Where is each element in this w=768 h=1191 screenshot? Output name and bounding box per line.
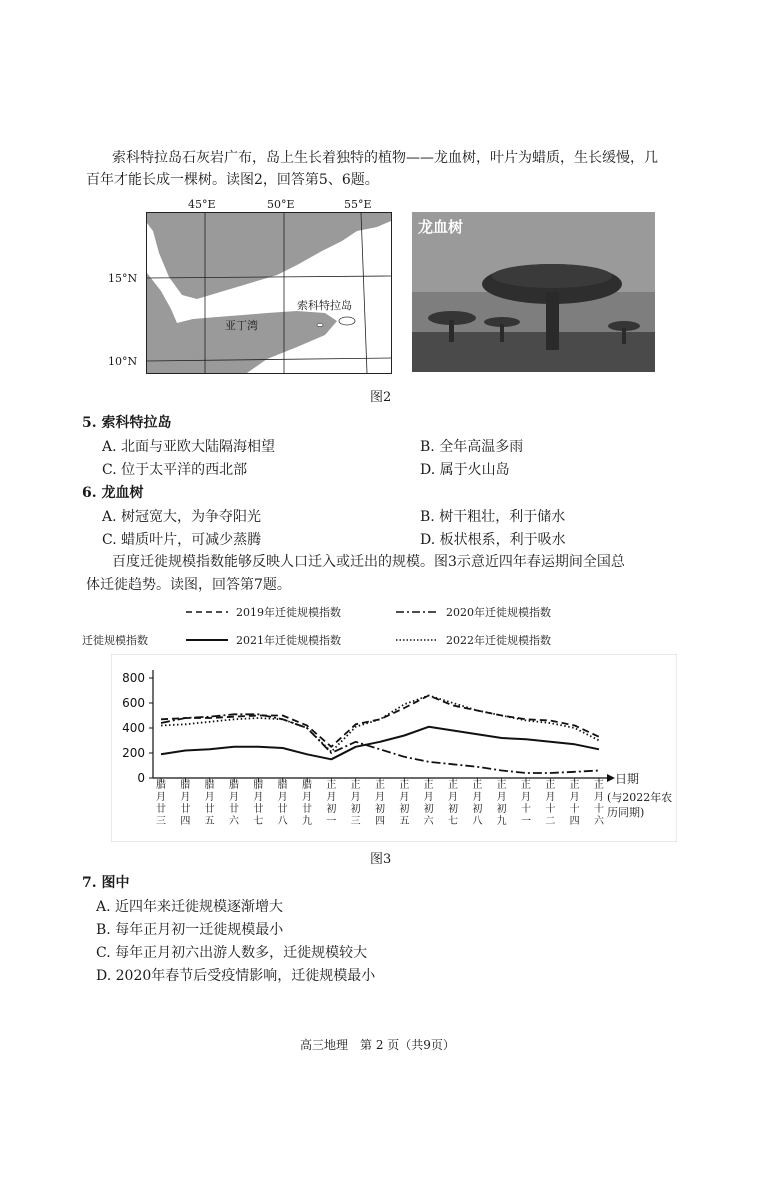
x-tick-label: 正月初三	[350, 780, 361, 827]
x-tick-label: 腊月廿七	[253, 780, 264, 827]
photo-label: 龙血树	[418, 218, 464, 236]
x-tick-label: 正月初一	[326, 780, 337, 827]
q6-option-b: B. 树干粗壮，利于储水	[420, 509, 566, 525]
legend-2019-label: 2019年迁徙规模指数	[236, 606, 341, 619]
legend-2020-label: 2020年迁徙规模指数	[446, 606, 551, 619]
intro1-line2: 百年才能长成一棵树。读图2，回答第5、6题。	[86, 172, 379, 188]
q7-option-b: B. 每年正月初一迁徙规模最小	[96, 922, 284, 938]
dragon-tree-photo	[412, 212, 655, 372]
gulf-aden-label: 亚丁湾	[225, 319, 258, 332]
q6-option-d: D. 板状根系，利于吸水	[420, 532, 566, 548]
x-tick-label: 正月十二	[545, 780, 556, 827]
legend-2022	[396, 632, 551, 648]
y-tick-label: 400	[122, 721, 145, 735]
legend-axis-name: 迁徙规模指数	[82, 634, 148, 647]
migration-chart	[111, 654, 677, 842]
q7-option-c: C. 每年正月初六出游人数多，迁徙规模较大	[96, 945, 368, 961]
x-tick-label: 腊月廿九	[302, 780, 312, 827]
map-svg	[147, 213, 391, 373]
small-island	[317, 324, 323, 327]
legend-2020	[396, 604, 551, 620]
q7-stem: 7. 图中	[82, 875, 130, 891]
lat-label-15: 15°N	[108, 272, 138, 285]
x-tick-label: 正月十六	[594, 780, 604, 827]
y-tick-label: 600	[122, 696, 145, 710]
x-tick-label: 正月十四	[569, 780, 580, 827]
q7-option-d: D. 2020年春节后受疫情影响，迁徙规模最小	[96, 968, 376, 984]
x-tick-label: 腊月廿六	[229, 780, 239, 827]
x-tick-label: 正月初九	[496, 780, 507, 827]
q5-option-c: C. 位于太平洋的西北部	[102, 462, 248, 478]
intro1-line1: 索科特拉岛石灰岩广布，岛上生长着独特的植物——龙血树，叶片为蜡质，生长缓慢，几	[112, 150, 658, 166]
x-axis-note: (与2022年农历同期)	[607, 791, 673, 819]
x-tick-label: 正月初四	[375, 780, 385, 827]
q5-stem: 5. 索科特拉岛	[82, 415, 172, 431]
intro2-line2: 体迁徙趋势。读图，回答第7题。	[86, 577, 291, 593]
x-axis-label: 日期	[615, 772, 640, 786]
x-tick-label: 腊月廿五	[204, 780, 215, 827]
x-tick-label: 腊月廿八	[277, 780, 288, 827]
page-footer: 高三地理 第 2 页（共9页）	[300, 1038, 455, 1052]
socotra-island	[339, 317, 355, 325]
legend-2019	[186, 604, 341, 620]
legend-2021	[186, 632, 341, 648]
q6-option-a: A. 树冠宽大，为争夺阳光	[102, 509, 262, 525]
x-tick-label: 正月初五	[399, 780, 410, 827]
migration-chart-svg	[111, 654, 677, 842]
fig2-caption: 图2	[370, 390, 392, 405]
x-tick-label: 正月初六	[423, 780, 434, 827]
x-tick-label: 正月初八	[472, 780, 483, 827]
y-tick-label: 0	[137, 771, 145, 785]
socotra-label: 索科特拉岛	[297, 299, 352, 312]
q6-option-c: C. 蜡质叶片，可减少蒸腾	[102, 532, 262, 548]
lat-label-10: 10°N	[108, 355, 138, 368]
q7-option-a: A. 近四年来迁徙规模逐渐增大	[96, 899, 284, 915]
lon-label-50: 50°E	[267, 198, 295, 211]
x-tick-label: 正月初七	[448, 780, 458, 827]
x-tick-label: 正月十一	[521, 780, 531, 827]
y-tick-label: 200	[122, 746, 145, 760]
x-tick-label: 腊月廿四	[180, 780, 191, 827]
location-map	[146, 212, 392, 374]
y-tick-label: 800	[122, 671, 145, 685]
lon-label-55: 55°E	[344, 198, 372, 211]
q5-option-d: D. 属于火山岛	[420, 462, 510, 478]
q6-stem: 6. 龙血树	[82, 485, 144, 501]
legend-2022-label: 2022年迁徙规模指数	[446, 634, 551, 647]
legend-2021-label: 2021年迁徙规模指数	[236, 634, 341, 647]
lon-label-45: 45°E	[188, 198, 216, 211]
arabia-land	[147, 213, 391, 299]
q5-option-b: B. 全年高温多雨	[420, 439, 524, 455]
q5-option-a: A. 北面与亚欧大陆隔海相望	[102, 439, 276, 455]
intro2-line1: 百度迁徙规模指数能够反映人口迁入或迁出的规模。图3示意近四年春运期间全国总	[112, 554, 625, 570]
x-tick-label: 腊月廿三	[156, 780, 166, 827]
fig3-caption: 图3	[370, 852, 392, 867]
